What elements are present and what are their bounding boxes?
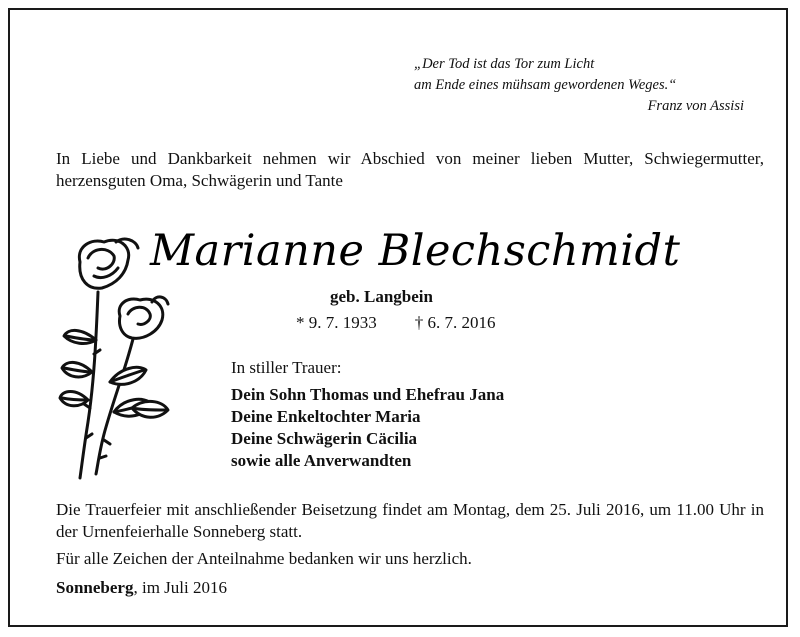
quote-author: Franz von Assisi	[647, 98, 744, 114]
place-month: , im Juli 2016	[133, 578, 227, 597]
funeral-details: Die Trauerfeier mit anschließender Beisetzung findet am Montag, dem 25. Juli 2016, um 11.00 Uhr in der Urnenfeierhalle Sonneberg statt.	[56, 500, 764, 541]
obituary-notice	[8, 8, 788, 627]
death-date: † 6. 7. 2016	[414, 313, 496, 332]
mourning-label: In stiller Trauer:	[231, 358, 342, 377]
mourners-list	[231, 384, 504, 472]
mourner: sowie alle Anverwandten	[231, 451, 412, 470]
mourner: Dein Sohn Thomas und Ehefrau Jana	[231, 385, 505, 404]
intro-text: In Liebe und Dankbarkeit nehmen wir Abschied von meiner lieben Mutter, Schwiegermutter, herzensguten Oma, Schwägerin und Tante	[56, 149, 764, 190]
birth-date: * 9. 7. 1933	[296, 313, 377, 332]
birth-name: geb. Langbein	[330, 287, 433, 306]
mourner: Deine Schwägerin Cäcilia	[231, 429, 418, 448]
mourner: Deine Enkeltochter Maria	[231, 407, 421, 426]
quote-line-1: „Der Tod ist das Tor zum Licht	[414, 56, 595, 72]
place-city: Sonneberg	[56, 578, 134, 597]
deceased-name: Marianne Blechschmidt	[150, 226, 681, 276]
thanks-text: Für alle Zeichen der Anteilnahme bedanken wir uns herzlich.	[56, 549, 472, 568]
quote-line-2: am Ende eines mühsam gewordenen Weges.“	[414, 77, 677, 93]
life-dates	[296, 313, 496, 333]
place-date	[56, 578, 227, 598]
quote-block	[414, 54, 744, 117]
